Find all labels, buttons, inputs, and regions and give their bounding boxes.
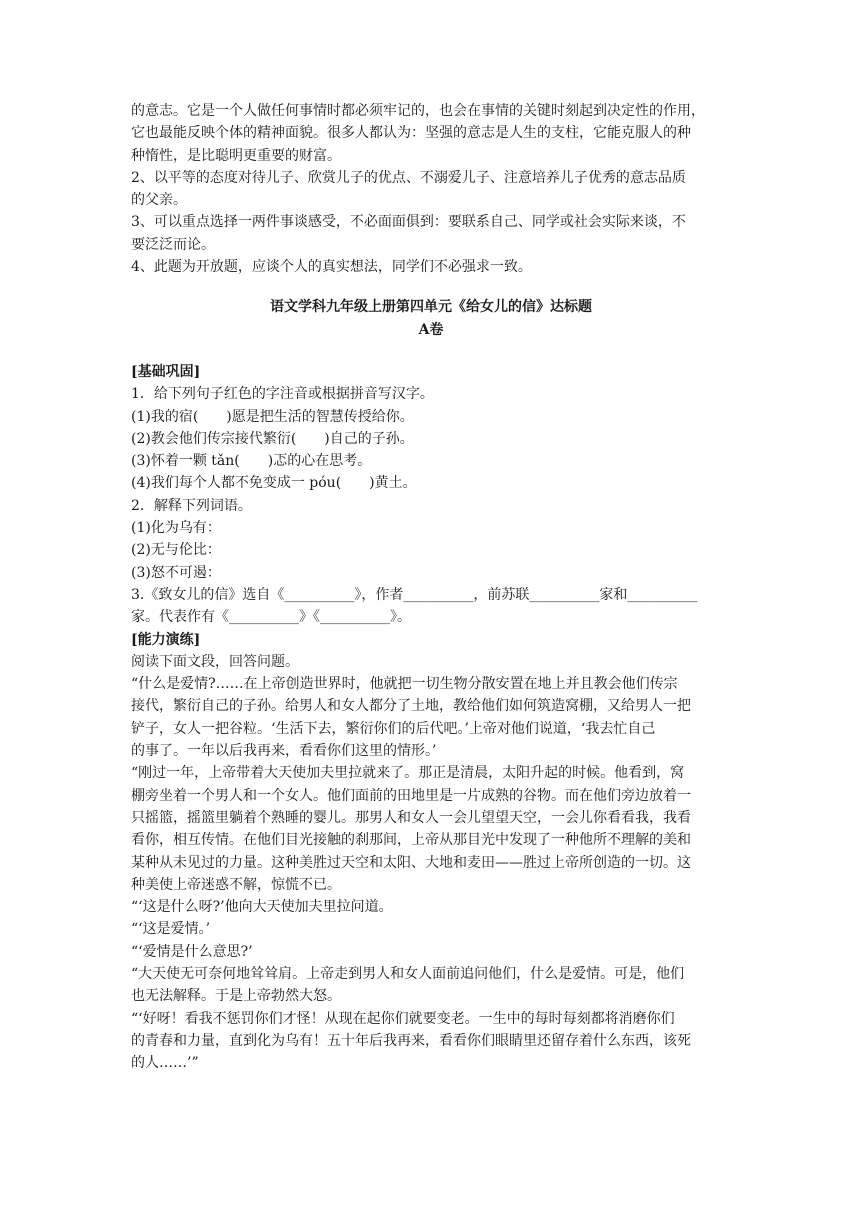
- answer-line: 的父亲。: [131, 192, 187, 209]
- question-line: (2)教会他们传宗接代繁衍( )自己的子孙。: [131, 430, 414, 447]
- passage-line: “‘爱情是什么意思?’: [131, 943, 253, 960]
- answer-line: 的意志。它是一个人做任何事情时都必须牢记的，也会在事情的关键时刻起到决定性的作用，: [131, 103, 705, 119]
- answer-line: 4、此题为开放题，应谈个人的真实想法，同学们不必强求一致。: [131, 259, 532, 276]
- answer-line: 2、以平等的态度对待儿子、欣赏儿子的优点、不溺爱儿子、注意培养儿子优秀的意志品质: [131, 169, 686, 186]
- page-title: 语文学科九年级上册第四单元《给女儿的信》达标题: [270, 299, 592, 316]
- passage-line: “大天使无可奈何地耸耸肩。上帝走到男人和女人面前追问他们，什么是爱情。可是，他们: [131, 965, 685, 982]
- basic-section: [131, 361, 731, 629]
- question-line: 2．解释下列词语。: [131, 497, 252, 514]
- question-line: (3)怀着一颗 tǎn( )忑的心在思考。: [131, 453, 372, 470]
- question-line: (4)我们每个人都不免变成一 póu( )黄土。: [131, 475, 417, 492]
- passage-line: “什么是爱情?……在上帝创造世界时，他就把一切生物分散安置在地上并且教会他们传宗: [131, 676, 678, 693]
- question-line: 3.《致女儿的信》选自《__________》，作者__________，前苏联__________家和__________: [131, 586, 698, 603]
- answer-line: 种惰性，是比聪明更重要的财富。: [131, 147, 341, 164]
- answer-line: 它也最能反映个体的精神面貌。很多人都认为：坚强的意志是人生的支柱，它能克服人的种: [131, 125, 691, 142]
- answer-line: 3、可以重点选择一两件事谈感受，不必面面俱到：要联系自己、同学或社会实际来谈，不: [131, 214, 686, 231]
- question-line: (2)无与伦比：: [131, 542, 221, 559]
- passage-line: 的人……’”: [131, 1055, 199, 1072]
- question-line: (1)我的宿( )愿是把生活的智慧传授给你。: [131, 408, 414, 425]
- passage-line: 阅读下面文段，回答问题。: [131, 653, 299, 670]
- passage-line: “‘好呀！看我不惩罚你们才怪！从现在起你们就要变老。一生中的每时每刻都将消磨你们: [131, 1010, 675, 1027]
- question-line: 1．给下列句子红色的字注音或根据拼音写汉字。: [131, 386, 434, 403]
- passage-line: 的青春和力量，直到化为乌有！五十年后我再来，看看你们眼睛里还留存着什么东西，该死: [131, 1032, 691, 1049]
- section-heading: [基础巩固]: [131, 363, 201, 380]
- question-line: 家。代表作有《__________》《__________》。: [131, 609, 411, 626]
- answer-line: 要泛泛而论。: [131, 236, 215, 253]
- passage-line: 接代，繁衍自己的子孙。给男人和女人都分了土地，教给他们如何筑造窝棚，又给男人一把: [131, 698, 691, 715]
- passage-line: 棚旁坐着一个男人和一个女人。他们面前的田地里是一片成熟的谷物。而在他们旁边放着一: [131, 787, 691, 804]
- passage-line: 也无法解释。于是上帝勃然大怒。: [131, 988, 341, 1005]
- document-page: [131, 100, 731, 1074]
- passage-line: 铲子，女人一把谷粒。‘生活下去，繁衍你们的后代吧。’上帝对他们说道，‘我去忙自己: [131, 720, 656, 737]
- ability-section: [131, 629, 731, 1075]
- passage-line: “刚过一年，上帝带着大天使加夫里拉就来了。那正是清晨，太阳升起的时候。他看到，窝: [131, 765, 685, 782]
- passage-line: 某种从未见过的力量。这种美胜过天空和太阳、大地和麦田——胜过上帝所创造的一切。这: [131, 854, 691, 871]
- question-line: (1)化为乌有：: [131, 520, 221, 537]
- answer-block: [131, 100, 731, 278]
- passage-line: 种美使上帝迷惑不解，惊慌不已。: [131, 876, 341, 893]
- passage-line: 只摇篮，摇篮里躺着个熟睡的婴儿。那男人和女人一会儿望望天空，一会儿你看看我，我看: [131, 809, 691, 826]
- passage-line: “‘这是什么呀?’他向大天使加夫里拉问道。: [131, 899, 393, 916]
- passage-line: “‘这是爱情。’: [131, 921, 211, 938]
- passage-line: 看你，相互传情。在他们目光接触的刹那间，上帝从那目光中发现了一种他所不理解的美和: [131, 832, 691, 849]
- question-line: (3)怒不可遏：: [131, 564, 221, 581]
- passage-line: 的事了。一年以后我再来，看看你们这里的情形。’: [131, 743, 437, 760]
- paper-subtitle: A卷: [418, 321, 444, 338]
- section-heading: [能力演练]: [131, 631, 201, 648]
